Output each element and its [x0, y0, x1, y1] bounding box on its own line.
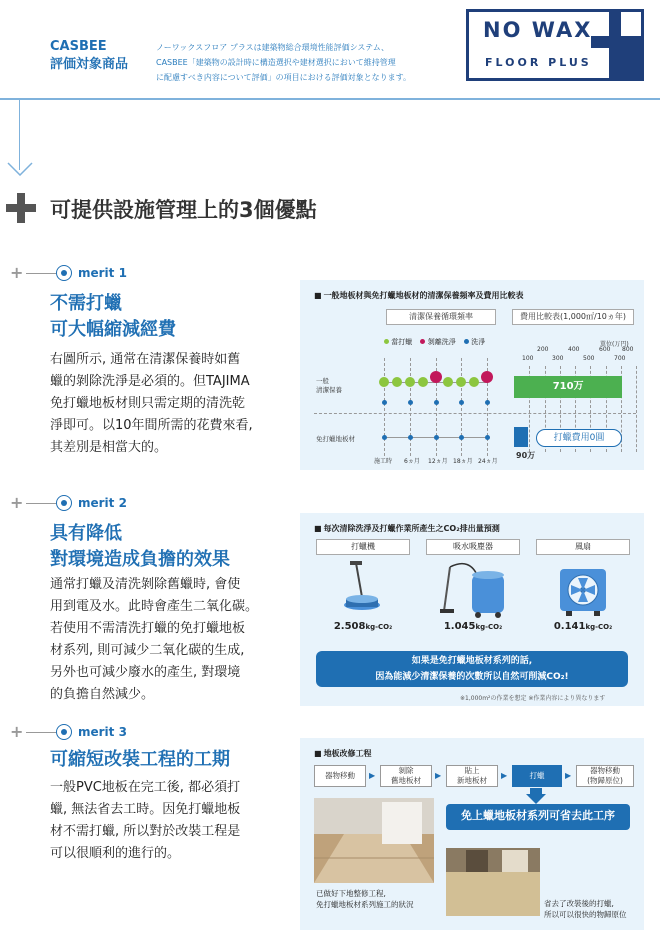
legend-strip-icon [420, 339, 425, 344]
merit-1-label: merit 1 [78, 266, 127, 280]
caption-before-line2: 免打蠟地板材系列施工的狀況 [316, 900, 414, 909]
legend [384, 337, 485, 347]
casbee-line2: 評価対象商品 [50, 57, 129, 72]
cost-box: 費用比較表(1,000㎡/10ヵ年) [512, 309, 634, 325]
wax-mark [405, 377, 415, 387]
legend-strip: 剝離洗淨 [427, 338, 456, 346]
timeline-tick-line [410, 358, 411, 456]
caption-before-line1: 已做好下地整修工程, [316, 889, 386, 898]
clean-mark [459, 400, 464, 405]
legend-clean-icon [464, 339, 469, 344]
casbee-label [50, 38, 146, 74]
desc-line1: ノーワックスフロア プラスは建築物総合環境性能評価システム、 [156, 43, 390, 52]
cost-tick: 400 [568, 346, 580, 353]
wet-vacuum-icon [440, 557, 510, 619]
panel-3-title: ■ 地板改修工程 [314, 748, 372, 759]
merit-2-title [50, 521, 230, 573]
header-divider [0, 98, 660, 100]
merit-circle-icon [56, 724, 72, 740]
casbee-line1: CASBEE [50, 39, 107, 54]
merit-1-body [50, 349, 253, 459]
merit-2-label: merit 2 [78, 496, 127, 510]
logo-cross-block [621, 48, 644, 78]
machine-label-polisher: 打蠟機 [316, 539, 410, 555]
cost-axis-bottom [512, 355, 638, 365]
row-general-line2: 清潔保養 [316, 386, 342, 394]
machine-label-vacuum: 吸水吸塵器 [426, 539, 520, 555]
cost-tick: 600 [599, 346, 611, 353]
casbee-description [156, 40, 446, 85]
floor-polisher-icon [340, 561, 384, 619]
merit-2-body [50, 574, 258, 706]
time-tick: 24ヵ月 [478, 458, 498, 465]
cost-gridline [636, 366, 637, 452]
arrow-right-icon: ▶ [435, 771, 442, 780]
body-line: 免打蠟地板材則只需定期的清洗乾 [50, 396, 246, 411]
merit-1-marker: + merit 1 [10, 263, 127, 282]
caption-after-line1: 省去了改裝後的打蠟, [544, 899, 614, 908]
clean-mark [459, 435, 464, 440]
body-line: 其差別是相當大的。 [50, 440, 168, 455]
co2-unit: kg-CO₂ [585, 623, 613, 631]
merit-1-title-line1: 不需打蠟 [50, 293, 122, 314]
renovation-panel [300, 738, 644, 930]
co2-value: 2.508 [333, 621, 366, 632]
renovation-photo-after [446, 848, 540, 916]
caption-before [316, 888, 414, 910]
machine-label-fan: 風扇 [536, 539, 630, 555]
cost-tick: 800 [622, 346, 634, 353]
fan-icon [558, 567, 608, 617]
cost-tick: 200 [537, 346, 549, 353]
merit-2-marker: + merit 2 [10, 493, 127, 512]
merit-1-title-line2: 可大幅縮減經費 [50, 319, 176, 340]
row-general-line1: 一般 [316, 377, 329, 385]
row-general-label [316, 377, 342, 395]
co2-value: 0.141 [553, 621, 586, 632]
plus-icon [6, 193, 36, 223]
clean-mark [485, 435, 490, 440]
co2-unit: kg-CO₂ [475, 623, 503, 631]
time-tick: 施工時 [374, 458, 393, 465]
body-line: 蠟, 無法省去工時。因免打蠟地板 [50, 802, 241, 817]
caption-after [544, 898, 627, 920]
merit-3-marker: + merit 3 [10, 722, 127, 741]
strip-mark [430, 371, 442, 383]
panel-1-title: ■ 一般地板材與免打蠟地板材的清潔保養頻率及費用比較表 [314, 290, 524, 301]
caption-after-line2: 所以可以很快的物歸原位 [544, 910, 627, 919]
time-tick: 18ヵ月 [453, 458, 473, 465]
legend-wax: 當打蠟 [391, 338, 413, 346]
merit-3-title: 可縮短改裝工程的工期 [50, 749, 230, 770]
step-return-items: 器物移動 (物歸原位) [576, 765, 634, 787]
cost-bar-nowax-label: 90万 [516, 451, 536, 460]
skip-waxing-banner: 免上蠟地板材系列可省去此工序 [446, 804, 630, 830]
body-line: 通常打蠟及清洗剝除舊蠟時, 會使 [50, 577, 241, 592]
desc-line2: CASBEE「建築物の設計時に構造選択や建材選択において維持管理 [156, 58, 396, 67]
merit-circle-icon [56, 265, 72, 281]
co2-unit: kg-CO₂ [365, 623, 393, 631]
clean-mark [434, 400, 439, 405]
clean-mark [382, 435, 387, 440]
wax-cost-zero-callout: 打蠟費用0圓 [536, 429, 622, 447]
merit-2-title-line1: 具有降低 [50, 523, 122, 544]
cost-tick: 100 [522, 355, 534, 362]
merit-3-body [50, 777, 240, 865]
timeline-tick-line [461, 358, 462, 456]
time-tick: 6ヵ月 [404, 458, 420, 465]
body-line: 可以很順利的進行的。 [50, 846, 181, 861]
clean-mark [408, 435, 413, 440]
wax-mark [418, 377, 428, 387]
desc-line3: に配慮すべき内容について評価」の項目における評価対象となります。 [156, 73, 412, 82]
frequency-box: 清潔保養循環頻率 [386, 309, 496, 325]
legend-clean: 洗淨 [471, 338, 486, 346]
co2-value: 1.045 [443, 621, 476, 632]
body-line: 蠟的剝除洗淨是必須的。但TAJIMA [50, 374, 250, 389]
banner-line2: 因為能減少清潔保養的次數所以自然可削減CO₂! [375, 672, 569, 682]
clean-mark [434, 435, 439, 440]
panel-2-title: ■ 每次清除洗淨及打蠟作業所產生之CO₂排出量預測 [314, 523, 500, 534]
clean-mark [485, 400, 490, 405]
step-remove-old: 剝除 舊地板材 [380, 765, 432, 787]
merit-2-title-line2: 對環境造成負擔的效果 [50, 549, 230, 570]
cost-bar-general-label: 710万 [552, 381, 584, 392]
co2-reduction-banner [316, 651, 628, 687]
body-line: 淨即可。以10年間所需的花費來看, [50, 418, 253, 433]
wax-mark [443, 377, 453, 387]
body-line: 材不需打蠟, 所以對於改裝工程是 [50, 824, 241, 839]
step-lay-new: 貼上 新地板材 [446, 765, 498, 787]
co2-vacuum [426, 621, 520, 632]
body-line: 右圖所示, 通常在清潔保養時如舊 [50, 352, 241, 367]
row-divider [314, 413, 636, 414]
time-tick: 12ヵ月 [428, 458, 448, 465]
co2-fan [536, 621, 630, 632]
vertical-guide-line [19, 100, 20, 170]
clean-mark [408, 400, 413, 405]
step-move-items: 器物移動 [314, 765, 366, 787]
merit-circle-icon [56, 495, 72, 511]
unit-label: 單位(万円) [600, 341, 629, 348]
logo-cross-h [591, 36, 644, 48]
no-wax-logo [466, 9, 644, 81]
strip-mark [481, 371, 493, 383]
step-waxing: 打蠟 [512, 765, 562, 787]
co2-polisher [316, 621, 410, 632]
clean-mark [382, 400, 387, 405]
co2-panel [300, 513, 644, 706]
chevron-down-icon [7, 162, 33, 176]
page-title: 可提供設施管理上的3個優點 [50, 198, 317, 222]
body-line: 若使用不需清洗打蠟的免打蠟地板 [50, 621, 246, 636]
body-line: 用到電及水。此時會產生二氧化碳。 [50, 599, 259, 614]
cost-tick: 300 [552, 355, 564, 362]
wax-mark [392, 377, 402, 387]
arrow-down-icon [526, 788, 546, 804]
legend-wax-icon [384, 339, 389, 344]
merit-3-label: merit 3 [78, 725, 127, 739]
cost-bar-general [514, 376, 622, 398]
body-line: 另外也可減少廢水的產生, 對環境 [50, 665, 241, 680]
arrow-right-icon: ▶ [501, 771, 508, 780]
body-line: 的負擔自然減少。 [50, 687, 155, 702]
cost-bar-nowax [514, 427, 528, 447]
timeline-tick-line [384, 358, 385, 456]
renovation-photo-before [314, 798, 434, 883]
wax-mark [469, 377, 479, 387]
cost-comparison-panel [300, 280, 644, 470]
wax-mark [456, 377, 466, 387]
wax-mark [379, 377, 389, 387]
banner-line1: 如果是免打蠟地板材系列的話, [411, 656, 533, 666]
row-nowax-label: 免打蠟地板材 [316, 435, 355, 443]
co2-note: ※1,000m²の作業を想定 ※作業内容により異なります [460, 695, 606, 702]
merit-1-title [50, 291, 176, 343]
arrow-right-icon: ▶ [369, 771, 376, 780]
logo-text-line2: FLOOR PLUS [485, 56, 592, 69]
body-line: 材系列, 則可減少二氧化碳的生成, [50, 643, 245, 658]
cost-tick: 700 [614, 355, 626, 362]
time-axis [374, 456, 504, 466]
arrow-right-icon: ▶ [565, 771, 572, 780]
body-line: 一般PVC地板在完工後, 都必須打 [50, 780, 241, 795]
cost-tick: 500 [583, 355, 595, 362]
logo-text-line1: NO WAX [483, 18, 593, 42]
